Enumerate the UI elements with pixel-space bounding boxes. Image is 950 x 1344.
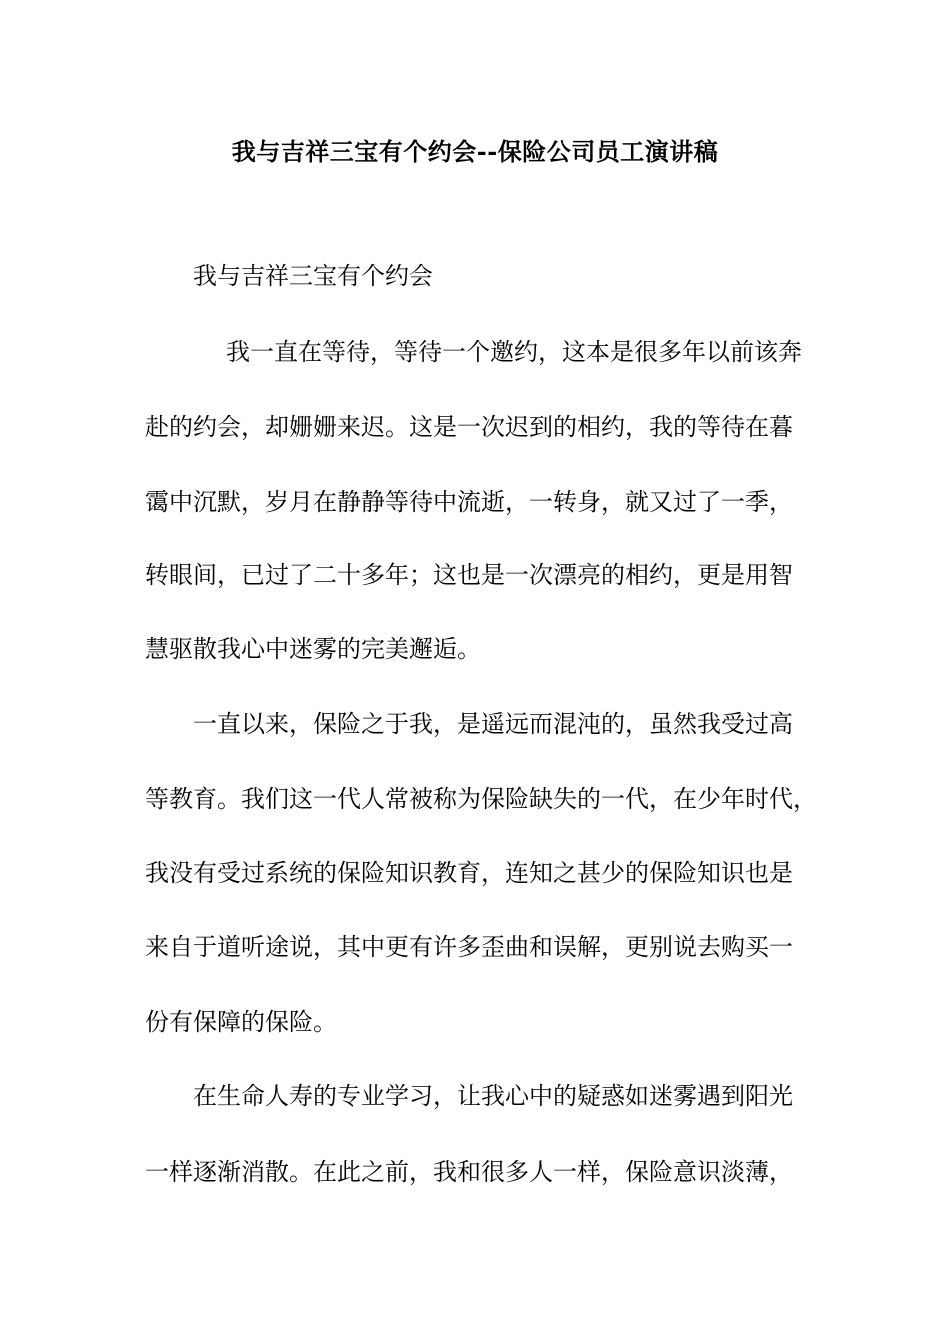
paragraph-line: 在生命人寿的专业学习，让我心中的疑惑如迷雾遇到阳光: [193, 1082, 793, 1110]
paragraph-line: 我没有受过系统的保险知识教育，连知之甚少的保险知识也是: [145, 859, 793, 887]
paragraph-line: 一直以来，保险之于我，是遥远而混沌的，虽然我受过高: [193, 710, 793, 738]
paragraph-line: 转眼间，已过了二十多年；这也是一次漂亮的相约，更是用智: [145, 561, 793, 589]
paragraph-line: 来自于道听途说，其中更有许多歪曲和误解，更别说去购买一: [145, 933, 793, 961]
paragraph-line: 霭中沉默，岁月在静静等待中流逝，一转身，就又过了一季，: [145, 488, 793, 516]
paragraph-line: 慧驱散我心中迷雾的完美邂逅。: [145, 635, 481, 663]
paragraph-line: 份有保障的保险。: [145, 1008, 337, 1036]
paragraph-line: 我一直在等待，等待一个邀约，这本是很多年以前该奔: [226, 338, 802, 366]
paragraph-line: 一样逐渐消散。在此之前，我和很多人一样，保险意识淡薄，: [145, 1158, 793, 1186]
section-heading: 我与吉祥三宝有个约会: [193, 262, 433, 290]
paragraph-line: 赴的约会，却姗姗来迟。这是一次迟到的相约，我的等待在暮: [145, 413, 793, 441]
document-title: 我与吉祥三宝有个约会--保险公司员工演讲稿: [231, 137, 719, 166]
paragraph-line: 等教育。我们这一代人常被称为保险缺失的一代，在少年时代，: [145, 785, 817, 813]
